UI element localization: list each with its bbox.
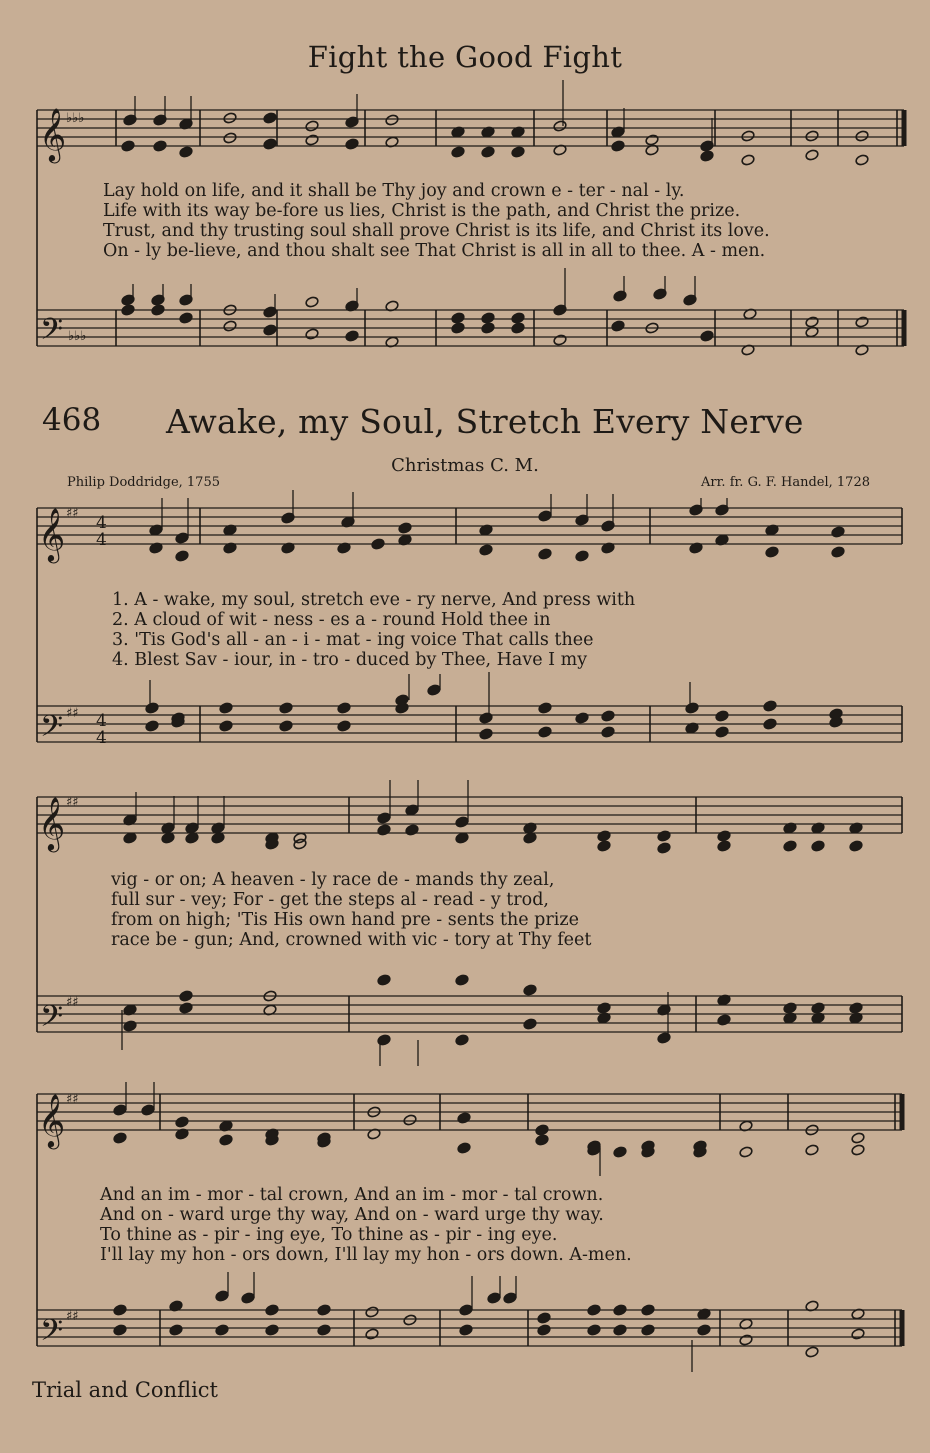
notehead	[739, 1334, 753, 1346]
notehead	[121, 304, 135, 316]
key-signature-sharps: ♯♯	[66, 795, 79, 810]
notehead	[377, 974, 391, 986]
prev-lyric-verse-3: Trust, and thy trusting soul shall prove Christ is its life, and Christ its love.	[103, 221, 770, 241]
notehead	[219, 720, 233, 732]
notehead	[365, 1306, 379, 1318]
notehead	[587, 1304, 601, 1316]
key-signature-sharps: ♯♯	[66, 1092, 79, 1107]
notehead	[279, 702, 293, 714]
notehead	[641, 1304, 655, 1316]
notehead	[459, 1324, 473, 1336]
notehead	[479, 544, 493, 556]
notehead	[263, 138, 277, 150]
notehead	[763, 700, 777, 712]
notehead	[597, 840, 611, 852]
notehead	[481, 322, 495, 334]
notehead	[151, 304, 165, 316]
notehead	[697, 1324, 711, 1336]
notehead	[741, 154, 755, 166]
key-signature-sharps: ♯♯	[66, 995, 79, 1010]
notehead	[763, 718, 777, 730]
notehead	[537, 1312, 551, 1324]
notehead	[805, 130, 819, 142]
notehead	[121, 140, 135, 152]
notehead	[317, 1324, 331, 1336]
prev-lyric-verse-4: On - ly be-lieve, and thou shalt see That Christ is all in all to thee. A - men.	[103, 241, 766, 261]
notehead	[145, 720, 159, 732]
notehead	[831, 526, 845, 538]
notehead	[263, 324, 277, 336]
notehead	[223, 320, 237, 332]
notehead	[575, 712, 589, 724]
lyric-s3-verse-4: I'll lay my hon - ors down, I'll lay my hon - ors down. A-men.	[100, 1245, 632, 1265]
notehead	[717, 1014, 731, 1026]
notehead	[765, 546, 779, 558]
bass-clef: 𝄢	[40, 313, 64, 354]
notehead	[113, 1324, 127, 1336]
notehead	[405, 824, 419, 836]
notehead	[601, 710, 615, 722]
notehead	[141, 1104, 155, 1116]
lyric-s3-verse-1: And an im - mor - tal crown, And an im - mor - tal crown.	[100, 1185, 604, 1205]
lyric-s3-verse-3: To thine as - pir - ing eye, To thine as - pir - ing eye.	[100, 1225, 558, 1245]
notehead	[503, 1292, 517, 1304]
lyric-s2-verse-2: full sur - vey; For - get the steps al - read - y trod,	[111, 890, 549, 910]
notehead	[855, 130, 869, 142]
notehead	[601, 726, 615, 738]
notehead	[113, 1304, 127, 1316]
notehead	[597, 830, 611, 842]
bass-clef: 𝄢	[40, 1314, 64, 1355]
author-credit: Philip Doddridge, 1755	[67, 475, 220, 490]
notehead	[611, 140, 625, 152]
notehead	[265, 1304, 279, 1316]
notehead	[715, 726, 729, 738]
notehead	[538, 510, 552, 522]
notehead	[613, 1146, 627, 1158]
tune-name: Christmas C. M.	[391, 455, 539, 476]
notehead	[175, 550, 189, 562]
arranger-credit: Arr. fr. G. F. Handel, 1728	[701, 475, 870, 490]
notehead	[805, 316, 819, 328]
notehead	[715, 710, 729, 722]
notehead	[613, 290, 627, 302]
lyric-s1-verse-2: 2. A cloud of wit - ness - es a - round Hold thee in	[112, 610, 551, 630]
bass-clef: 𝄢	[40, 710, 64, 751]
notehead	[805, 1346, 819, 1358]
notehead	[175, 532, 189, 544]
notehead	[345, 330, 359, 342]
notehead	[223, 112, 237, 124]
notehead	[717, 830, 731, 842]
lyric-s2-verse-3: from on high; 'Tis His own hand pre - sents the prize	[111, 910, 579, 930]
notehead	[597, 1002, 611, 1014]
notehead	[459, 1304, 473, 1316]
notehead	[305, 328, 319, 340]
notehead	[783, 840, 797, 852]
bass-clef: 𝄢	[40, 1000, 64, 1041]
notehead	[403, 1314, 417, 1326]
notehead	[851, 1132, 865, 1144]
notehead	[851, 1144, 865, 1156]
notehead	[451, 322, 465, 334]
notehead	[700, 330, 714, 342]
notehead	[855, 154, 869, 166]
notehead	[123, 832, 137, 844]
lyric-s1-verse-4: 4. Blest Sav - iour, in - tro - duced by Thee, Have I my	[112, 650, 588, 670]
notehead	[811, 1002, 825, 1014]
prev-lyric-verse-2: Life with its way be-fore us lies, Christ is the path, and Christ the prize.	[103, 201, 741, 221]
notehead	[657, 1032, 671, 1044]
notehead	[427, 684, 441, 696]
notehead	[305, 134, 319, 146]
notehead	[849, 840, 863, 852]
notehead	[457, 1112, 471, 1124]
section-footer: Trial and Conflict	[32, 1378, 218, 1402]
notehead	[345, 138, 359, 150]
notehead	[741, 130, 755, 142]
notehead	[587, 1324, 601, 1336]
notehead	[371, 538, 385, 550]
notehead	[403, 1114, 417, 1126]
notehead	[805, 149, 819, 161]
notehead	[113, 1132, 127, 1144]
prev-hymn-title: Fight the Good Fight	[307, 40, 623, 74]
notehead	[537, 1324, 551, 1336]
notehead	[455, 974, 469, 986]
notehead	[523, 1018, 537, 1030]
notehead	[523, 984, 537, 996]
notehead	[645, 134, 659, 146]
notehead	[538, 702, 552, 714]
notehead	[385, 114, 399, 126]
notehead	[179, 312, 193, 324]
key-signature-sharps: ♯♯	[66, 706, 79, 721]
notehead	[641, 1324, 655, 1336]
notehead	[851, 1328, 865, 1340]
key-signature-flats: ♭♭♭	[66, 111, 85, 126]
notehead	[263, 112, 277, 124]
key-signature-sharps: ♯♯	[66, 1309, 79, 1324]
notehead	[717, 840, 731, 852]
notehead	[223, 132, 237, 144]
notehead	[481, 312, 495, 324]
notehead	[279, 720, 293, 732]
notehead	[657, 842, 671, 854]
notehead	[337, 720, 351, 732]
notehead	[451, 146, 465, 158]
notehead	[377, 824, 391, 836]
notehead	[455, 832, 469, 844]
notehead	[305, 120, 319, 132]
notehead	[451, 312, 465, 324]
notehead	[365, 1328, 379, 1340]
notehead	[657, 830, 671, 842]
time-signature: 4	[96, 530, 107, 550]
notehead	[377, 812, 391, 824]
hymn-number: 468	[42, 402, 102, 438]
notehead	[535, 1124, 549, 1136]
notehead	[175, 1116, 189, 1128]
notehead	[145, 702, 159, 714]
prev-lyric-verse-1: Lay hold on life, and it shall be Thy joy and crown e - ter - nal - ly.	[103, 181, 685, 201]
notehead	[337, 702, 351, 714]
notehead	[377, 1034, 391, 1046]
notehead	[179, 1002, 193, 1014]
notehead	[613, 1324, 627, 1336]
notehead	[215, 1290, 229, 1302]
treble-clef: 𝄞	[39, 107, 67, 161]
notehead	[479, 728, 493, 740]
lyric-s3-verse-2: And on - ward urge thy way, And on - ward urge thy way.	[100, 1205, 604, 1225]
notehead	[123, 1020, 137, 1032]
notehead	[611, 320, 625, 332]
notehead	[185, 832, 199, 844]
time-signature: 4	[96, 513, 107, 533]
lyric-s1-verse-1: 1. A - wake, my soul, stretch eve - ry nerve, And press with	[112, 590, 636, 610]
time-signature: 4	[96, 711, 107, 731]
notehead	[739, 1146, 753, 1158]
notehead	[805, 1144, 819, 1156]
notehead	[613, 1304, 627, 1316]
notehead	[169, 1324, 183, 1336]
notehead	[305, 296, 319, 308]
lyric-s2-verse-1: vig - or on; A heaven - ly race de - mands thy zeal,	[111, 870, 555, 890]
lyric-s1-verse-3: 3. 'Tis God's all - an - i - mat - ing voice That calls thee	[112, 630, 594, 650]
notehead	[553, 334, 567, 346]
notehead	[457, 1142, 471, 1154]
notehead	[831, 546, 845, 558]
notehead	[481, 146, 495, 158]
notehead	[179, 146, 193, 158]
notehead	[398, 522, 412, 534]
notehead	[538, 548, 552, 560]
notehead	[849, 1002, 863, 1014]
notehead	[113, 1104, 127, 1116]
notehead	[538, 726, 552, 738]
notehead	[479, 712, 493, 724]
notehead	[211, 832, 225, 844]
notehead	[511, 146, 525, 158]
notehead	[219, 1134, 233, 1146]
notehead	[215, 1324, 229, 1336]
notehead	[179, 990, 193, 1002]
notehead	[811, 840, 825, 852]
notehead	[511, 312, 525, 324]
treble-clef: 𝄞	[38, 796, 66, 850]
notehead	[783, 1002, 797, 1014]
notehead	[265, 1324, 279, 1336]
notehead	[685, 702, 699, 714]
notehead	[455, 1034, 469, 1046]
notehead	[575, 550, 589, 562]
notehead	[317, 1304, 331, 1316]
notehead	[523, 832, 537, 844]
time-signature: 4	[96, 728, 107, 748]
notehead	[455, 816, 469, 828]
notehead	[700, 150, 714, 162]
notehead	[153, 140, 167, 152]
notehead	[219, 702, 233, 714]
notehead	[241, 1292, 255, 1304]
notehead	[553, 120, 567, 132]
hymn-title: Awake, my Soul, Stretch Every Nerve	[166, 402, 804, 441]
notehead	[855, 316, 869, 328]
lyric-s2-verse-4: race be - gun; And, crowned with vic - tory at Thy feet	[111, 930, 592, 950]
treble-clef: 𝄞	[38, 507, 66, 561]
notehead	[511, 322, 525, 334]
notehead	[161, 832, 175, 844]
key-signature-sharps: ♯♯	[66, 506, 79, 521]
notehead	[487, 1292, 501, 1304]
notehead	[535, 1134, 549, 1146]
treble-clef: 𝄞	[38, 1093, 66, 1147]
key-signature-flats: ♭♭♭	[68, 329, 87, 344]
